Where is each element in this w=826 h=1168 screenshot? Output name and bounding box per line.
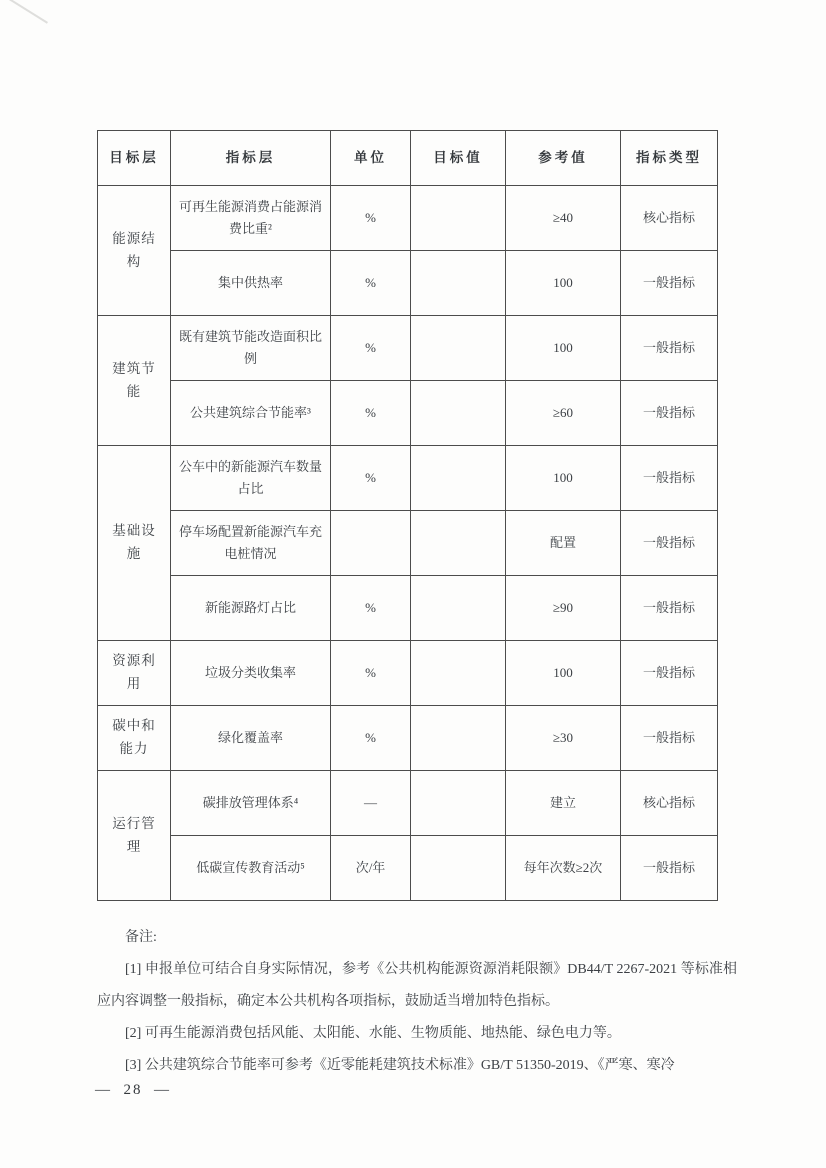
unit-cell: % [331,576,411,641]
reference-value-cell: 100 [506,316,621,381]
notes-section [97,922,737,1082]
unit-cell: % [331,641,411,706]
indicator-type-cell: 一般指标 [621,836,718,901]
unit-cell: % [331,316,411,381]
page-number: — 28 — [95,1082,171,1098]
header-target-value: 目标值 [411,131,506,186]
indicator-type-cell: 一般指标 [621,381,718,446]
indicator-type-cell: 核心指标 [621,186,718,251]
target-value-cell [411,836,506,901]
indicator-cell: 可再生能源消费占能源消费比重² [171,186,331,251]
indicator-table [97,130,718,901]
unit-cell: % [331,251,411,316]
target-layer-cell: 能源结构 [98,186,171,316]
reference-value-cell: 100 [506,446,621,511]
reference-value-cell: 100 [506,641,621,706]
indicator-cell: 碳排放管理体系⁴ [171,771,331,836]
target-value-cell [411,446,506,511]
indicator-cell: 新能源路灯占比 [171,576,331,641]
reference-value-cell: ≥90 [506,576,621,641]
table-row [98,381,718,446]
unit-cell [331,511,411,576]
table-row [98,251,718,316]
reference-value-cell: 每年次数≥2次 [506,836,621,901]
target-value-cell [411,251,506,316]
target-layer-cell: 资源利用 [98,641,171,706]
table-row [98,446,718,511]
target-value-cell [411,186,506,251]
reference-value-cell: ≥60 [506,381,621,446]
reference-value-cell: 100 [506,251,621,316]
target-value-cell [411,706,506,771]
table-row [98,706,718,771]
indicator-table-container [97,130,718,901]
note-item: [2] 可再生能源消费包括风能、太阳能、水能、生物质能、地热能、绿色电力等。 [125,1026,621,1041]
reference-value-cell: ≥30 [506,706,621,771]
indicator-type-cell: 一般指标 [621,706,718,771]
indicator-table-body [98,186,718,901]
table-row [98,316,718,381]
target-layer-cell: 运行管理 [98,771,171,901]
note-item: [1] 申报单位可结合自身实际情况，参考《公共机构能源资源消耗限额》DB44/T 2267-2021 等标准相应内容调整一般指标，确定本公共机构各项指标，鼓励适当增加特色指标。 [97,962,737,1009]
target-value-cell [411,576,506,641]
indicator-type-cell: 一般指标 [621,641,718,706]
header-indicator-layer: 指标层 [171,131,331,186]
indicator-cell: 既有建筑节能改造面积比例 [171,316,331,381]
indicator-type-cell: 核心指标 [621,771,718,836]
unit-cell: % [331,381,411,446]
unit-cell: — [331,771,411,836]
header-indicator-type: 指标类型 [621,131,718,186]
table-header-row [98,131,718,186]
table-row [98,641,718,706]
indicator-cell: 绿化覆盖率 [171,706,331,771]
indicator-cell: 集中供热率 [171,251,331,316]
indicator-type-cell: 一般指标 [621,446,718,511]
target-layer-cell: 基础设施 [98,446,171,641]
unit-cell: % [331,706,411,771]
target-layer-cell: 碳中和能力 [98,706,171,771]
target-value-cell [411,641,506,706]
indicator-cell: 停车场配置新能源汽车充电桩情况 [171,511,331,576]
notes-list [97,954,737,1082]
header-reference-value: 参考值 [506,131,621,186]
table-row [98,186,718,251]
target-value-cell [411,381,506,446]
unit-cell: % [331,186,411,251]
table-row [98,836,718,901]
header-target-layer: 目标层 [98,131,171,186]
table-row [98,576,718,641]
indicator-type-cell: 一般指标 [621,511,718,576]
reference-value-cell: ≥40 [506,186,621,251]
unit-cell: 次/年 [331,836,411,901]
indicator-cell: 垃圾分类收集率 [171,641,331,706]
target-value-cell [411,316,506,381]
table-header [98,131,718,186]
indicator-type-cell: 一般指标 [621,316,718,381]
unit-cell: % [331,446,411,511]
table-row [98,511,718,576]
indicator-cell: 公共建筑综合节能率³ [171,381,331,446]
notes-title: 备注: [125,930,157,945]
target-value-cell [411,771,506,836]
target-layer-cell: 建筑节能 [98,316,171,446]
target-value-cell [411,511,506,576]
indicator-cell: 低碳宣传教育活动⁵ [171,836,331,901]
indicator-type-cell: 一般指标 [621,576,718,641]
table-row [98,771,718,836]
indicator-cell: 公车中的新能源汽车数量占比 [171,446,331,511]
reference-value-cell: 建立 [506,771,621,836]
reference-value-cell: 配置 [506,511,621,576]
scan-artifact-line [0,0,48,24]
indicator-type-cell: 一般指标 [621,251,718,316]
header-unit: 单位 [331,131,411,186]
note-item: [3] 公共建筑综合节能率可参考《近零能耗建筑技术标准》GB/T 51350-2019、《严寒、寒冷 [125,1058,675,1073]
